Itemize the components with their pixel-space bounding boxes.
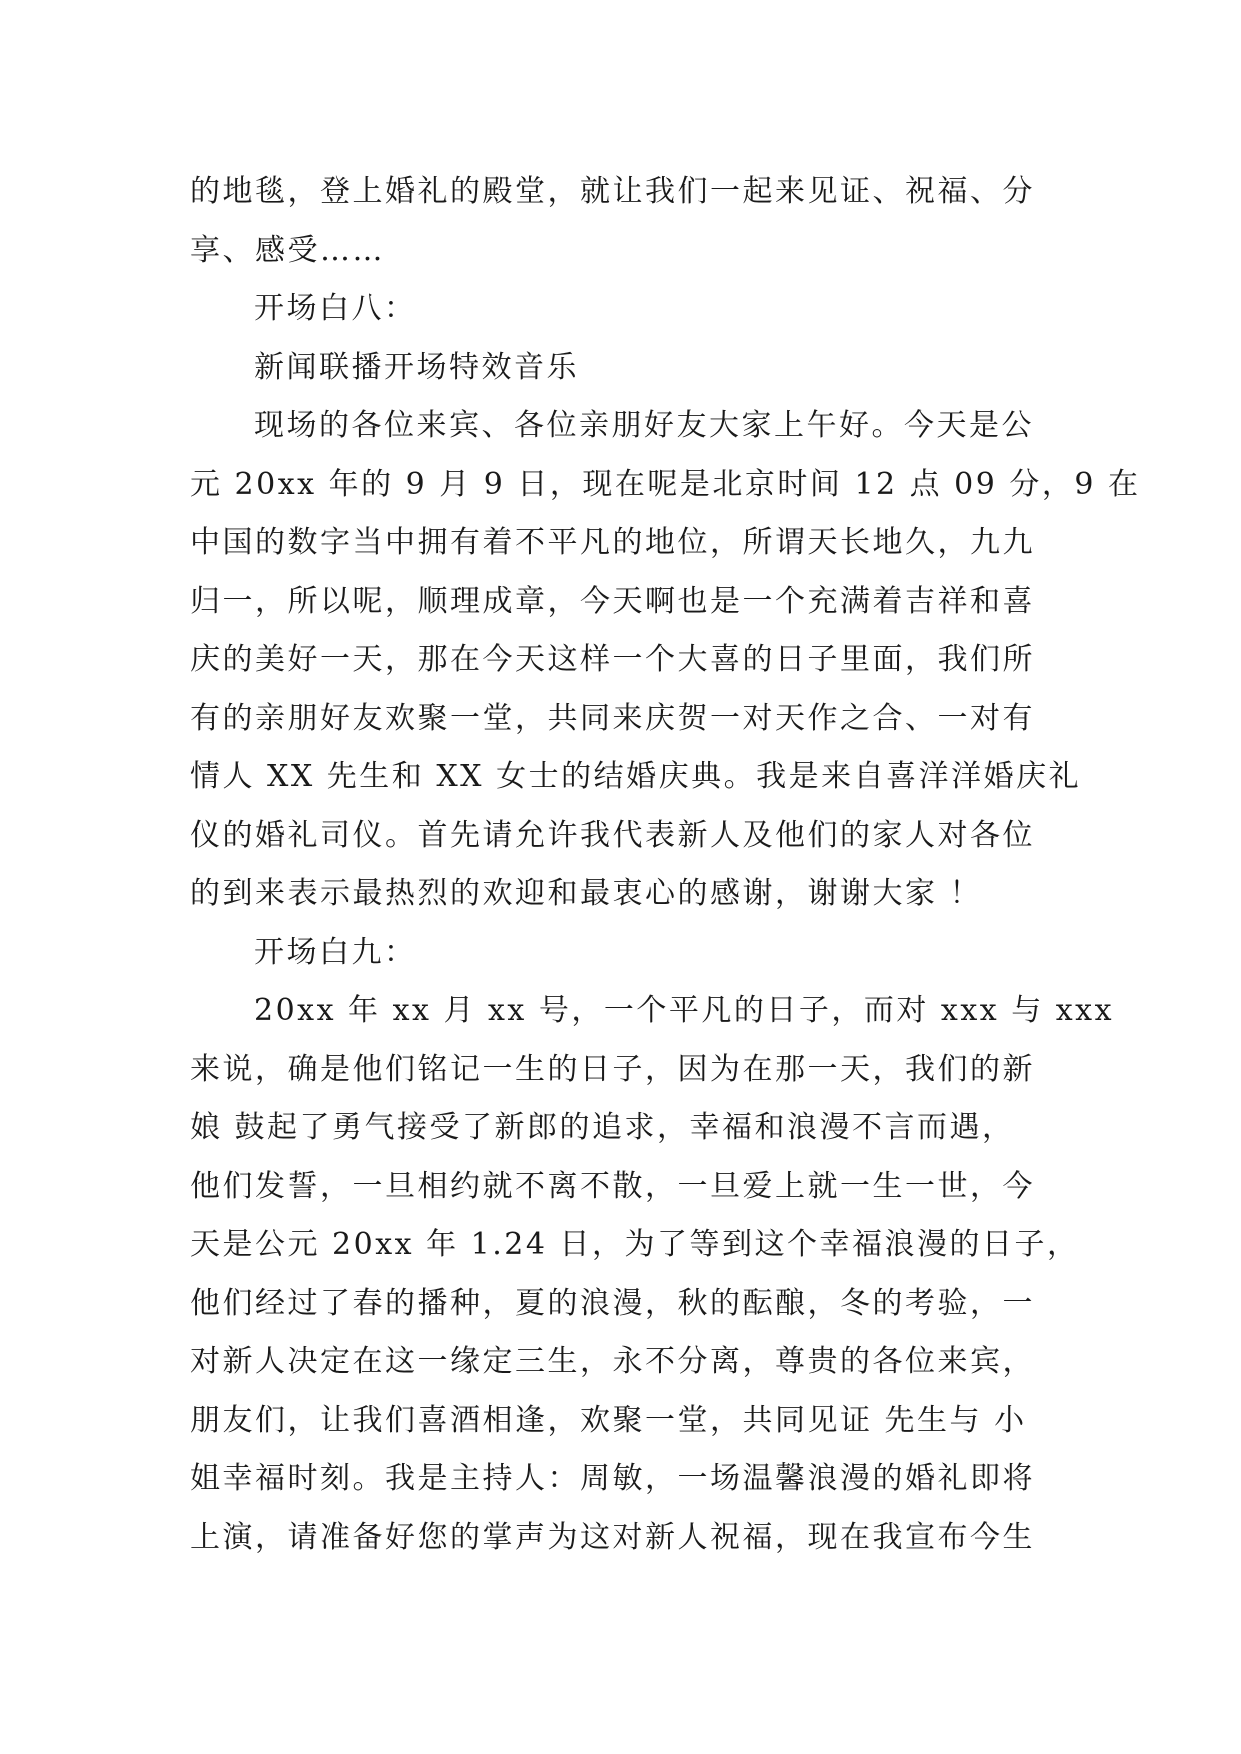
text-line: 他们经过了春的播种，夏的浪漫，秋的酝酿，冬的考验，一 <box>190 1285 1035 1321</box>
text-line: 开场白九： <box>254 934 417 970</box>
text-line: 归一，所以呢，顺理成章，今天啊也是一个充满着吉祥和喜 <box>190 583 1035 619</box>
text-line: 中国的数字当中拥有着不平凡的地位，所谓天长地久，九九 <box>190 525 1035 560</box>
text-line: 的地毯，登上婚礼的殿堂，就让我们一起来见证、祝福、分 <box>190 174 1035 209</box>
text-line: 情人 XX 先生和 XX 女士的结婚庆典。我是来自喜洋洋婚庆礼 <box>190 759 1082 794</box>
text-line: 20xx 年 xx 月 xx 号，一个平凡的日子，而对 xxx 与 xxx <box>254 993 1114 1028</box>
text-line: 来说，确是他们铭记一生的日子，因为在那一天，我们的新 <box>190 1051 1035 1087</box>
text-line: 姐幸福时刻。我是主持人：周敏，一场温馨浪漫的婚礼即将 <box>190 1461 1035 1496</box>
text-line: 天是公元 20xx 年 1.24 日，为了等到这个幸福浪漫的日子， <box>190 1227 1080 1262</box>
document-body <box>190 163 1141 1567</box>
text-line: 新闻联播开场特效音乐 <box>254 349 579 385</box>
text-line: 朋友们，让我们喜酒相逢，欢聚一堂，共同见证 先生与 小 <box>190 1402 1027 1438</box>
text-line: 上演，请准备好您的掌声为这对新人祝福，现在我宣布今生 <box>190 1519 1035 1555</box>
text-line: 元 20xx 年的 9 月 9 日，现在呢是北京时间 12 点 09 分，9 在 <box>190 466 1141 502</box>
text-line: 仪的婚礼司仪。首先请允许我代表新人及他们的家人对各位 <box>190 817 1035 853</box>
text-line: 庆的美好一天，那在今天这样一个大喜的日子里面，我们所 <box>190 642 1035 677</box>
text-line: 娘 鼓起了勇气接受了新郎的追求，幸福和浪漫不言而遇， <box>190 1110 1015 1145</box>
text-line: 他们发誓，一旦相约就不离不散，一旦爱上就一生一世，今 <box>190 1168 1035 1204</box>
text-line: 的到来表示最热烈的欢迎和最衷心的感谢，谢谢大家 ！ <box>190 876 983 911</box>
text-line: 享、感受…… <box>190 232 385 268</box>
text-line: 现场的各位来宾、各位亲朋好友大家上午好。今天是公 <box>254 408 1034 443</box>
text-line: 有的亲朋好友欢聚一堂，共同来庆贺一对天作之合、一对有 <box>190 700 1035 736</box>
text-line: 开场白八： <box>254 291 417 326</box>
text-line: 对新人决定在这一缘定三生，永不分离，尊贵的各位来宾， <box>190 1344 1035 1379</box>
